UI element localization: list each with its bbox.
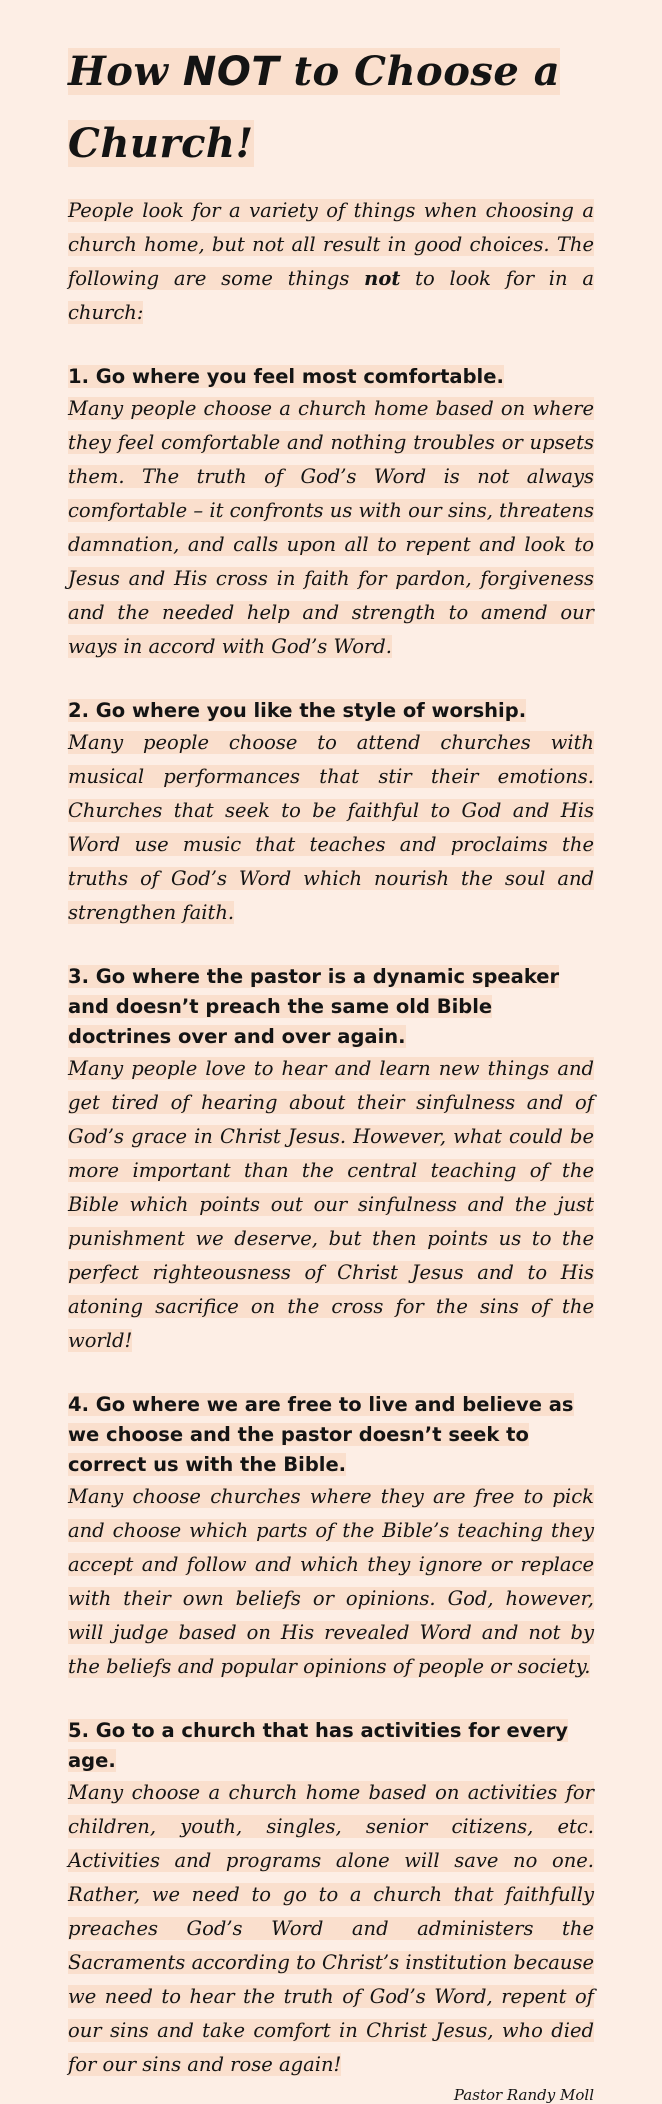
- section-body: [68, 1776, 594, 2082]
- title-before: How: [68, 48, 183, 95]
- section-body: [68, 1052, 594, 1358]
- section-heading: [68, 362, 594, 392]
- document-page: [68, 36, 594, 2104]
- intro-emphasis: not: [364, 267, 401, 290]
- section-body: [68, 392, 594, 664]
- section-heading-text: 2. Go where you like the style of worship.: [68, 699, 527, 722]
- page-title: [68, 36, 594, 180]
- section-body-text: Many people choose to attend churches with musical performances that stir their emotions. Churches that seek to be faithful to God and His Word use music that teaches and proclaims the truths of God’s Word which nourish the soul and strengthen faith.: [68, 731, 594, 924]
- section-body-text: Many people love to hear and learn new things and get tired of hearing about their sinfulness and of God’s grace in Christ Jesus. However, what could be more important than the central teaching of the Bible which points out our sinfulness and the just punishment we deserve, but then points us to the perfect righteousness of Christ Jesus and to His atoning sacrifice on the cross for the sins of the world!: [68, 1057, 594, 1352]
- section-heading: [68, 1716, 594, 1776]
- title-emphasis: NOT: [182, 49, 280, 95]
- section-heading: [68, 1390, 594, 1480]
- section-heading-text: 5. Go to a church that has activities for every age.: [68, 1719, 569, 1772]
- section-3: [68, 962, 594, 1358]
- section-heading: [68, 962, 594, 1052]
- author-signature: Pastor Randy Moll: [453, 2086, 594, 2104]
- intro-paragraph: [68, 194, 594, 330]
- intro-before: People look for a variety of things when choosing a church home, but not all result in good choices. The following are some things: [68, 199, 594, 290]
- section-2: [68, 696, 594, 930]
- section-body: [68, 726, 594, 930]
- intro-after: to look for in a church:: [68, 267, 594, 324]
- section-4: [68, 1390, 594, 1684]
- section-body-text: Many people choose a church home based on where they feel comfortable and nothing troubles or upsets them. The truth of God’s Word is not always comfortable – it confronts us with our sins, threatens damnation, and calls upon all to repent and look to Jesus and His cross in faith for pardon, forgiveness and the needed help and strength to amend our ways in accord with God’s Word.: [68, 397, 594, 658]
- section-heading: [68, 696, 594, 726]
- intro-highlight: [68, 199, 594, 324]
- section-heading-text: 1. Go where you feel most comfortable.: [68, 365, 504, 388]
- section-5: [68, 1716, 594, 2082]
- section-body-text: Many choose churches where they are free to pick and choose which parts of the Bible’s teaching they accept and follow and which they ignore or replace with their own beliefs or opinions. God, however, will judge based on His revealed Word and not by the beliefs and popular opinions of people or society.: [68, 1485, 594, 1678]
- section-body: [68, 1480, 594, 1684]
- section-1: [68, 362, 594, 664]
- title-after: to Choose a Church!: [68, 48, 561, 167]
- title-highlight: [68, 48, 560, 167]
- section-heading-text: 4. Go where we are free to live and believe as we choose and the pastor doesn’t seek to correct us with the Bible.: [68, 1393, 574, 1476]
- section-body-text: Many choose a church home based on activities for children, youth, singles, senior citizens, etc. Activities and programs alone will save no one. Rather, we need to go to a church that faithfully preaches God’s Word and administers the Sacraments according to Christ’s institution because we need to hear the truth of God’s Word, repent of our sins and take comfort in Christ Jesus, who died for our sins and rose again!: [68, 1781, 594, 2076]
- section-heading-text: 3. Go where the pastor is a dynamic speaker and doesn’t preach the same old Bible doctrines over and over again.: [68, 965, 560, 1048]
